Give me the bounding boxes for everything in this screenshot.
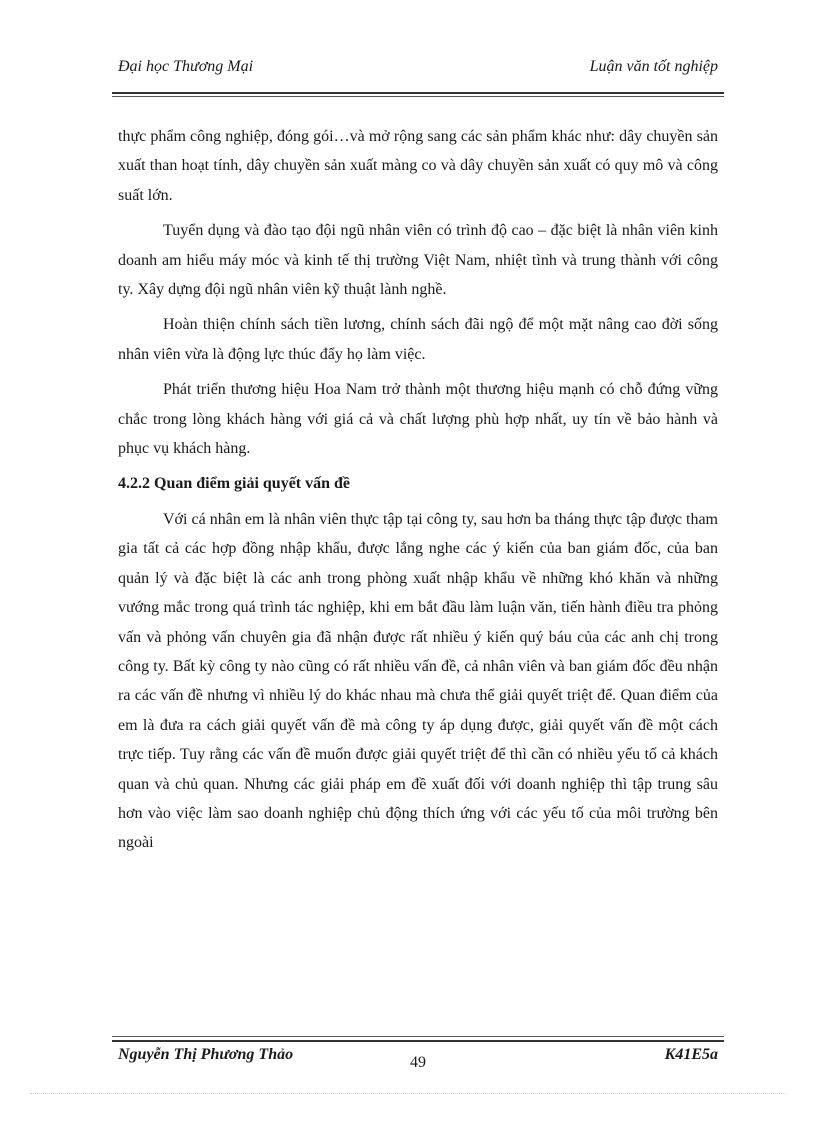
- footer-class-code: K41E5a: [664, 1046, 718, 1063]
- paragraph-brand-development: Phát triển thương hiệu Hoa Nam trở thành một thương hiệu mạnh có chỗ đứng vững chắc trong lòng khách hàng với giá cả và chất lượng phù hợp nhất, uy tín về bảo hành và phục vụ khách hàng.: [118, 381, 718, 458]
- section-heading: 4.2.2 Quan điểm giải quyết vấn đề: [118, 475, 351, 493]
- page-footer: [118, 1046, 718, 1076]
- header-document-type: Luận văn tốt nghiệp: [589, 58, 718, 75]
- page-header: [118, 58, 718, 82]
- page-number: 49: [410, 1054, 426, 1071]
- paragraph-salary-policy: Hoàn thiện chính sách tiền lương, chính sách đãi ngộ để một mặt nâng cao đời sống nhân viên vừa là động lực thúc đẩy họ làm việc.: [118, 316, 718, 363]
- page-body: [118, 122, 718, 864]
- header-rule-thin: [112, 96, 724, 97]
- footer-rule-thin: [112, 1036, 724, 1037]
- page-bottom-dotted-line: [30, 1093, 786, 1094]
- header-rule-thick: [112, 92, 724, 94]
- paragraph-continuation: thực phẩm công nghiệp, đóng gói…và mở rộng sang các sản phẩm khác như: dây chuyền sản xuất than hoạt tính, dây chuyền sản xuất màng co và dây chuyền sản xuất có quy mô và công suất lớn.: [118, 128, 718, 204]
- paragraph-recruitment: Tuyển dụng và đào tạo đội ngũ nhân viên có trình độ cao – đặc biệt là nhân viên kinh doanh am hiểu máy móc và kinh tế thị trường Việt Nam, nhiệt tình và trung thành với công ty. Xây dựng đội ngũ nhân viên kỹ thuật lành nghề.: [118, 222, 718, 299]
- header-university: Đại học Thương Mại: [118, 58, 254, 75]
- footer-author: Nguyễn Thị Phương Thảo: [118, 1046, 294, 1063]
- footer-rule-thick: [112, 1040, 724, 1042]
- paragraph-problem-solving-view: Với cá nhân em là nhân viên thực tập tại công ty, sau hơn ba tháng thực tập được tham gia tất cả các hợp đồng nhập khẩu, được lắng nghe các ý kiến của ban giám đốc, của ban quản lý và đặc biệt là các anh trong phòng xuất nhập khẩu về những khó khăn và những vướng mắc trong quá trình tác nghiệp, khi em bắt đầu làm luận văn, tiến hành điều tra phỏng vấn và phỏng vấn chuyên gia đã nhận được rất nhiều ý kiến quý báu của các anh chị trong công ty. Bất kỳ công ty nào cũng có rất nhiều vấn đề, cả nhân viên và ban giám đốc đều nhận ra các vấn đề nhưng vì nhiều lý do khác nhau mà chưa thể giải quyết triệt để. Quan điểm của em là đưa ra cách giải quyết vấn đề mà công ty áp dụng được, giải quyết vấn đề một cách trực tiếp. Tuy rằng các vấn đề muốn được giải quyết triệt để thì cần có nhiều yếu tố cả khách quan và chủ quan. Nhưng các giải pháp em đề xuất đối với doanh nghiệp thì tập trung sâu hơn vào việc làm sao doanh nghiệp chủ động thích ứng với các yếu tố của môi trường bên ngoài: [118, 510, 718, 852]
